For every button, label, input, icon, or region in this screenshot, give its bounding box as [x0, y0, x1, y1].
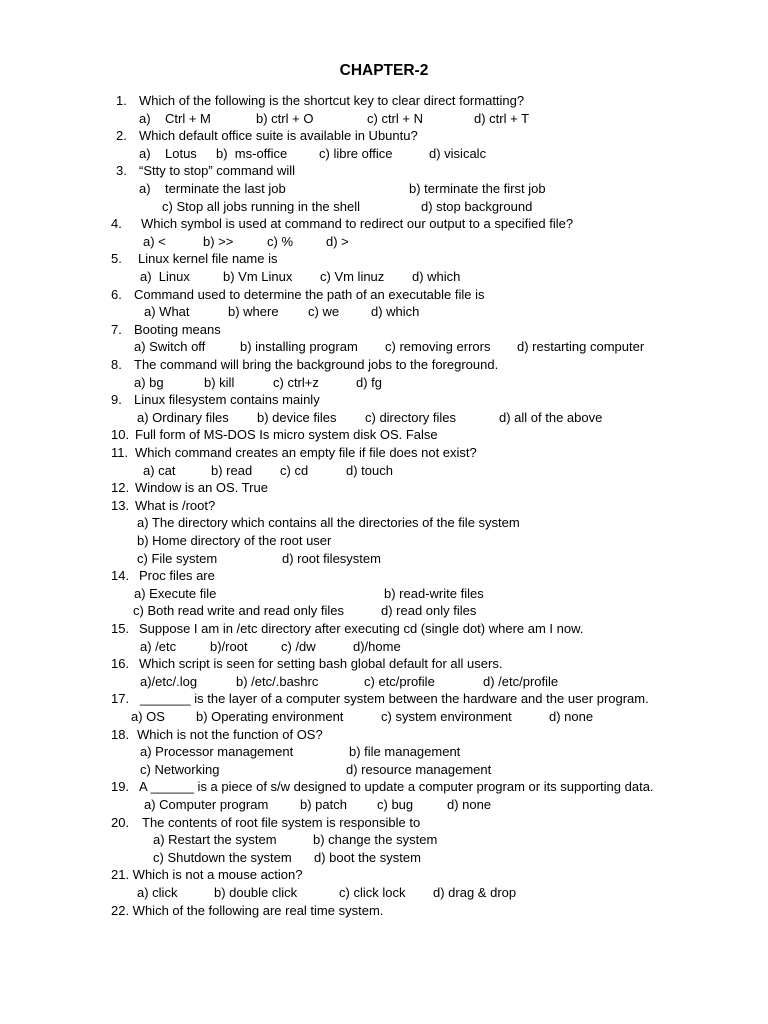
option-text: b) change the system — [313, 832, 438, 848]
option-text: Linux filesystem contains mainly — [134, 392, 320, 408]
option-text: b) file management — [349, 744, 461, 760]
option-text: Proc files are — [139, 568, 215, 584]
option-text: Full form of MS-DOS Is micro system disk OS. False — [135, 427, 438, 443]
option-text: b) where — [228, 304, 279, 320]
line-start-text: 8. — [111, 357, 122, 372]
option-text: b) device files — [257, 409, 337, 425]
option-text: d) which — [412, 269, 461, 284]
line-start-text: a) Computer program — [144, 797, 269, 812]
option-text: “Stty to stop” command will — [139, 163, 296, 179]
option-text: c) system environment — [381, 709, 512, 724]
line-start-text: a) click — [137, 885, 178, 900]
line-start-text: 9. — [111, 392, 122, 408]
option-text: Which symbol is used at command to redirect our output to a specified file? — [141, 216, 574, 232]
line-start-text: a) bg — [134, 374, 164, 390]
option-text: Command used to determine the path of an executable file is — [134, 286, 485, 302]
option-text: Which default office suite is available in Ubuntu? — [139, 128, 418, 144]
option-text: Linux kernel file name is — [138, 251, 278, 267]
line-start-text: 14. — [111, 568, 130, 584]
option-text: Which command creates an empty file if file does not exist? — [135, 445, 477, 460]
option-text: c) /dw — [281, 638, 316, 654]
line-start-text: c) Networking — [140, 761, 220, 777]
option-text: c) % — [267, 233, 293, 249]
line-start-text: 4. — [111, 216, 122, 232]
option-text: b) patch — [300, 797, 347, 812]
line-start-text: 21. Which is not a mouse action? — [111, 867, 303, 883]
line-start-text: a) terminate the last job — [139, 181, 286, 196]
option-text: b) >> — [203, 233, 234, 249]
option-text: b) Operating environment — [196, 709, 344, 724]
line-start-text: a) Ctrl + M — [139, 110, 211, 126]
line-start-text: a) Lotus — [139, 145, 197, 161]
option-text: b) /etc/.bashrc — [236, 673, 319, 689]
option-text: d) /etc/profile — [483, 673, 559, 689]
option-text: b) installing program — [240, 339, 358, 355]
option-text: d) root filesystem — [282, 550, 381, 566]
option-text: d) boot the system — [314, 849, 421, 865]
option-text: c) directory files — [365, 409, 457, 425]
option-text: d) none — [447, 797, 492, 812]
option-text: b) read-write files — [384, 585, 484, 601]
line-start-text: 22. Which of the following are real time system. — [111, 902, 384, 918]
line-start-text: b) Home directory of the root user — [137, 533, 332, 548]
line-start-text: a) Linux — [140, 269, 190, 284]
option-text: Which of the following is the shortcut key to clear direct formatting? — [139, 93, 525, 108]
option-text: b) Vm Linux — [223, 269, 293, 284]
line-start-text: 11. — [111, 445, 129, 460]
line-start-text: a) cat — [143, 462, 176, 478]
line-start-text: 16. — [111, 656, 130, 672]
option-text: Window is an OS. True — [135, 480, 268, 496]
line-start-text: a) /etc — [140, 638, 177, 654]
option-text: Which script is seen for setting bash global default for all users. — [139, 656, 503, 672]
line-start-text: 1. — [116, 93, 127, 108]
line-start-text: a)/etc/.log — [140, 673, 198, 689]
line-start-text: 5. — [111, 251, 122, 267]
option-text: c) cd — [280, 462, 309, 478]
option-text: d) touch — [346, 462, 393, 478]
option-text: _______ is the layer of a computer system between the hardware and the user program. — [140, 691, 649, 707]
option-text: A ______ is a piece of s/w designed to update a computer program or its supporting data. — [139, 779, 654, 795]
option-text: c) libre office — [319, 145, 393, 161]
option-text: The command will bring the background jobs to the foreground. — [134, 357, 499, 372]
line-start-text: c) Shutdown the system — [153, 849, 292, 865]
line-start-text: a) Switch off — [134, 339, 206, 355]
chapter-title: CHAPTER-2 — [339, 62, 429, 79]
option-text: b) read — [211, 462, 253, 478]
option-text: d) > — [326, 233, 349, 249]
line-start-text: 13. — [111, 497, 130, 513]
line-start-text: a) Restart the system — [153, 832, 277, 848]
option-text: d) which — [371, 304, 420, 320]
option-text: c) ctrl+z — [273, 374, 319, 390]
option-text: Booting means — [134, 321, 221, 337]
line-start-text: a) OS — [131, 709, 165, 724]
line-start-text: a) Ordinary files — [137, 409, 229, 425]
option-text: The contents of root file system is responsible to — [142, 814, 421, 830]
option-text: b) ms-office — [216, 145, 288, 161]
line-start-text: 6. — [111, 286, 122, 302]
line-start-text: 18. — [111, 726, 130, 742]
option-text: b) ctrl + O — [256, 110, 314, 126]
line-start-text: c) File system — [137, 550, 218, 566]
option-text: b) terminate the first job — [409, 181, 546, 196]
option-text: c) ctrl + N — [367, 110, 423, 126]
line-start-text: c) Stop all jobs running in the shell — [162, 198, 361, 214]
option-text: Which is not the function of OS? — [137, 726, 323, 742]
option-text: d) visicalc — [429, 145, 487, 161]
line-start-text: 12. — [111, 480, 130, 496]
line-start-text: 19. — [111, 779, 130, 795]
line-start-text: a) Execute file — [134, 585, 217, 601]
option-text: c) bug — [377, 797, 414, 812]
line-start-text: a) What — [144, 304, 190, 320]
line-start-text: 3. — [116, 163, 127, 179]
option-text: Suppose I am in /etc directory after executing cd (single dot) where am I now. — [139, 621, 584, 636]
option-text: b) double click — [214, 885, 298, 900]
line-start-text: 20. — [111, 814, 130, 830]
option-text: d) all of the above — [499, 409, 603, 425]
option-text: d) none — [549, 709, 594, 724]
line-start-text: a) < — [143, 233, 166, 249]
option-text: b) kill — [204, 374, 235, 390]
option-text: c) Vm linuz — [320, 269, 385, 284]
option-text: d) read only files — [381, 603, 477, 619]
line-start-text: 7. — [111, 321, 122, 337]
option-text: d) restarting computer — [517, 339, 645, 355]
option-text: d)/home — [353, 638, 401, 654]
line-start-text: 17. — [111, 691, 130, 707]
line-start-text: c) Both read write and read only files — [133, 603, 344, 619]
option-text: d) drag & drop — [433, 885, 517, 900]
option-text: d) resource management — [346, 761, 492, 777]
line-start-text: a) Processor management — [140, 744, 294, 760]
option-text: d) stop background — [421, 198, 533, 214]
option-text: c) etc/profile — [364, 673, 435, 689]
option-text: c) removing errors — [385, 339, 491, 355]
line-start-text: 2. — [116, 128, 127, 144]
line-start-text: a) The directory which contains all the directories of the file system — [137, 515, 520, 531]
line-start-text: 10. — [111, 427, 130, 443]
option-text: c) we — [308, 304, 340, 320]
line-start-text: 15. — [111, 621, 130, 636]
option-text: d) fg — [356, 374, 383, 390]
option-text: b)/root — [210, 638, 248, 654]
option-text: d) ctrl + T — [474, 110, 530, 126]
option-text: c) click lock — [339, 885, 406, 900]
option-text: What is /root? — [135, 497, 216, 513]
